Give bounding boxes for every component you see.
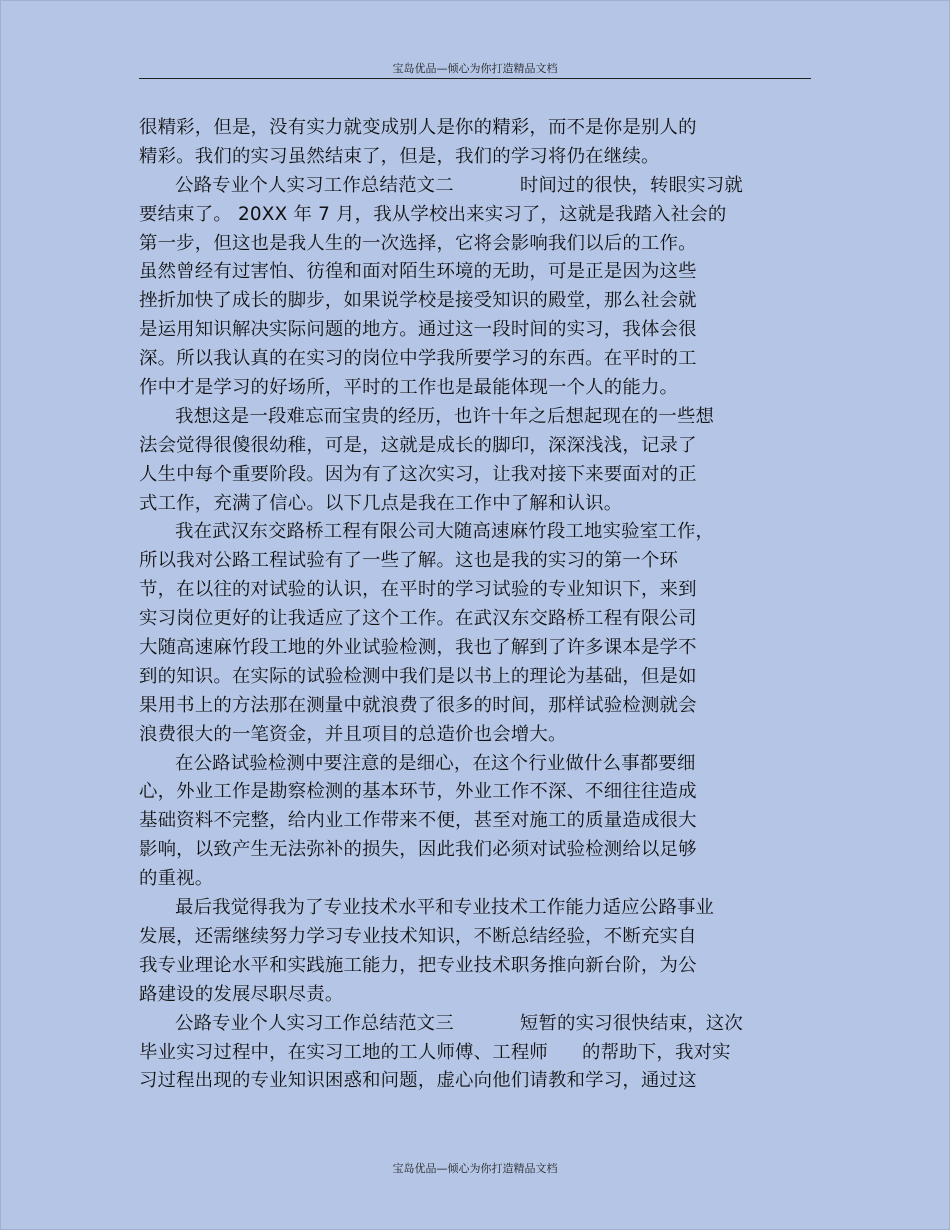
text-line: 节，在以往的对试验的认识，在平时的学习试验的专业知识下，来到	[139, 579, 697, 601]
text-line: 挫折加快了成长的脚步，如果说学校是接受知识的殿堂，那么社会就	[139, 290, 697, 312]
text-line: 浪费很大的一笔资金，并且项目的总造价也会增大。	[139, 723, 567, 745]
text-line: 要结束了。 20XX 年 7 月，我从学校出来实习了，这就是我踏入社会的	[139, 203, 727, 225]
text-line: 的重视。	[139, 868, 214, 890]
text-line: 式工作，充满了信心。以下几点是我在工作中了解和认识。	[139, 492, 623, 514]
text-line: 实习岗位更好的让我适应了这个工作。在武汉东交路桥工程有限公司	[139, 608, 697, 630]
section-title: 公路专业个人实习工作总结范文三	[175, 1012, 454, 1034]
text-line: 在公路试验检测中要注意的是细心，在这个行业做什么事都要细	[175, 752, 696, 774]
page-header: 宝岛优品—倾心为你打造精品文档	[392, 62, 558, 75]
document-body	[139, 114, 799, 1096]
section-title: 公路专业个人实习工作总结范文二	[175, 174, 454, 196]
text-line: 路建设的发展尽职尽责。	[139, 983, 344, 1005]
section-heading-line	[139, 1010, 799, 1039]
page-footer: 宝岛优品—倾心为你打造精品文档	[392, 1162, 558, 1175]
text-line: 影响，以致产生无法弥补的损失，因此我们必须对试验检测给以足够	[139, 839, 697, 861]
text-line: 法会觉得很傻很幼稚，可是，这就是成长的脚印，深深浅浅，记录了	[139, 434, 697, 456]
text-line	[139, 1039, 799, 1068]
text-line: 大随高速麻竹段工地的外业试验检测，我也了解到了许多课本是学不	[139, 637, 697, 659]
text-line: 人生中每个重要阶段。因为有了这次实习，让我对接下来要面对的正	[139, 463, 697, 485]
text-line: 我想这是一段难忘而宝贵的经历，也许十年之后想起现在的一些想	[175, 405, 715, 427]
text-span: 毕业实习过程中，在实习工地的工人师傅、工程师	[139, 1041, 548, 1063]
text-line: 作中才是学习的好场所，平时的工作也是最能体现一个人的能力。	[139, 377, 679, 399]
text-line: 很精彩，但是，没有实力就变成别人是你的精彩，而不是你是别人的	[139, 117, 697, 138]
text-line: 最后我觉得我为了专业技术水平和专业技术工作能力适应公路事业	[175, 897, 715, 919]
text-line: 虽然曾经有过害怕、彷徨和面对陌生环境的无助，可是正是因为这些	[139, 261, 697, 283]
text-span: 的帮助下，我对实	[582, 1041, 731, 1063]
text-line: 精彩。我们的实习虽然结束了，但是，我们的学习将仍在继续。	[139, 145, 660, 167]
text-line: 心，外业工作是勘察检测的基本环节，外业工作不深、不细往往造成	[139, 781, 697, 803]
text-span: 短暂的实习很快结束，这次	[519, 1012, 743, 1034]
section-heading-line	[139, 172, 799, 201]
text-line: 到的知识。在实际的试验检测中我们是以书上的理论为基础，但是如	[139, 665, 697, 687]
text-line: 深。所以我认真的在实习的岗位中学我所要学习的东西。在平时的工	[139, 348, 697, 370]
text-line: 是运用知识解决实际问题的地方。通过这一段时间的实习，我体会很	[139, 319, 697, 341]
text-line: 果用书上的方法那在测量中就浪费了很多的时间，那样试验检测就会	[139, 694, 697, 716]
text-line: 我专业理论水平和实践施工能力，把专业技术职务推向新台阶，为公	[139, 954, 697, 976]
text-line: 所以我对公路工程试验有了一些了解。这也是我的实习的第一个环	[139, 550, 679, 572]
text-line: 基础资料不完整，给内业工作带来不便，甚至对施工的质量造成很大	[139, 810, 697, 832]
text-line: 我在武汉东交路桥工程有限公司大随高速麻竹段工地实验室工作，	[175, 521, 715, 543]
text-span: 时间过的很快，转眼实习就	[519, 174, 743, 196]
text-line: 第一步，但这也是我人生的一次选择，它将会影响我们以后的工作。	[139, 232, 697, 254]
header-divider	[139, 78, 811, 79]
text-line: 习过程出现的专业知识困惑和问题，虚心向他们请教和学习，通过这	[139, 1070, 697, 1092]
text-line: 发展，还需继续努力学习专业技术知识，不断总结经验，不断充实自	[139, 925, 697, 947]
